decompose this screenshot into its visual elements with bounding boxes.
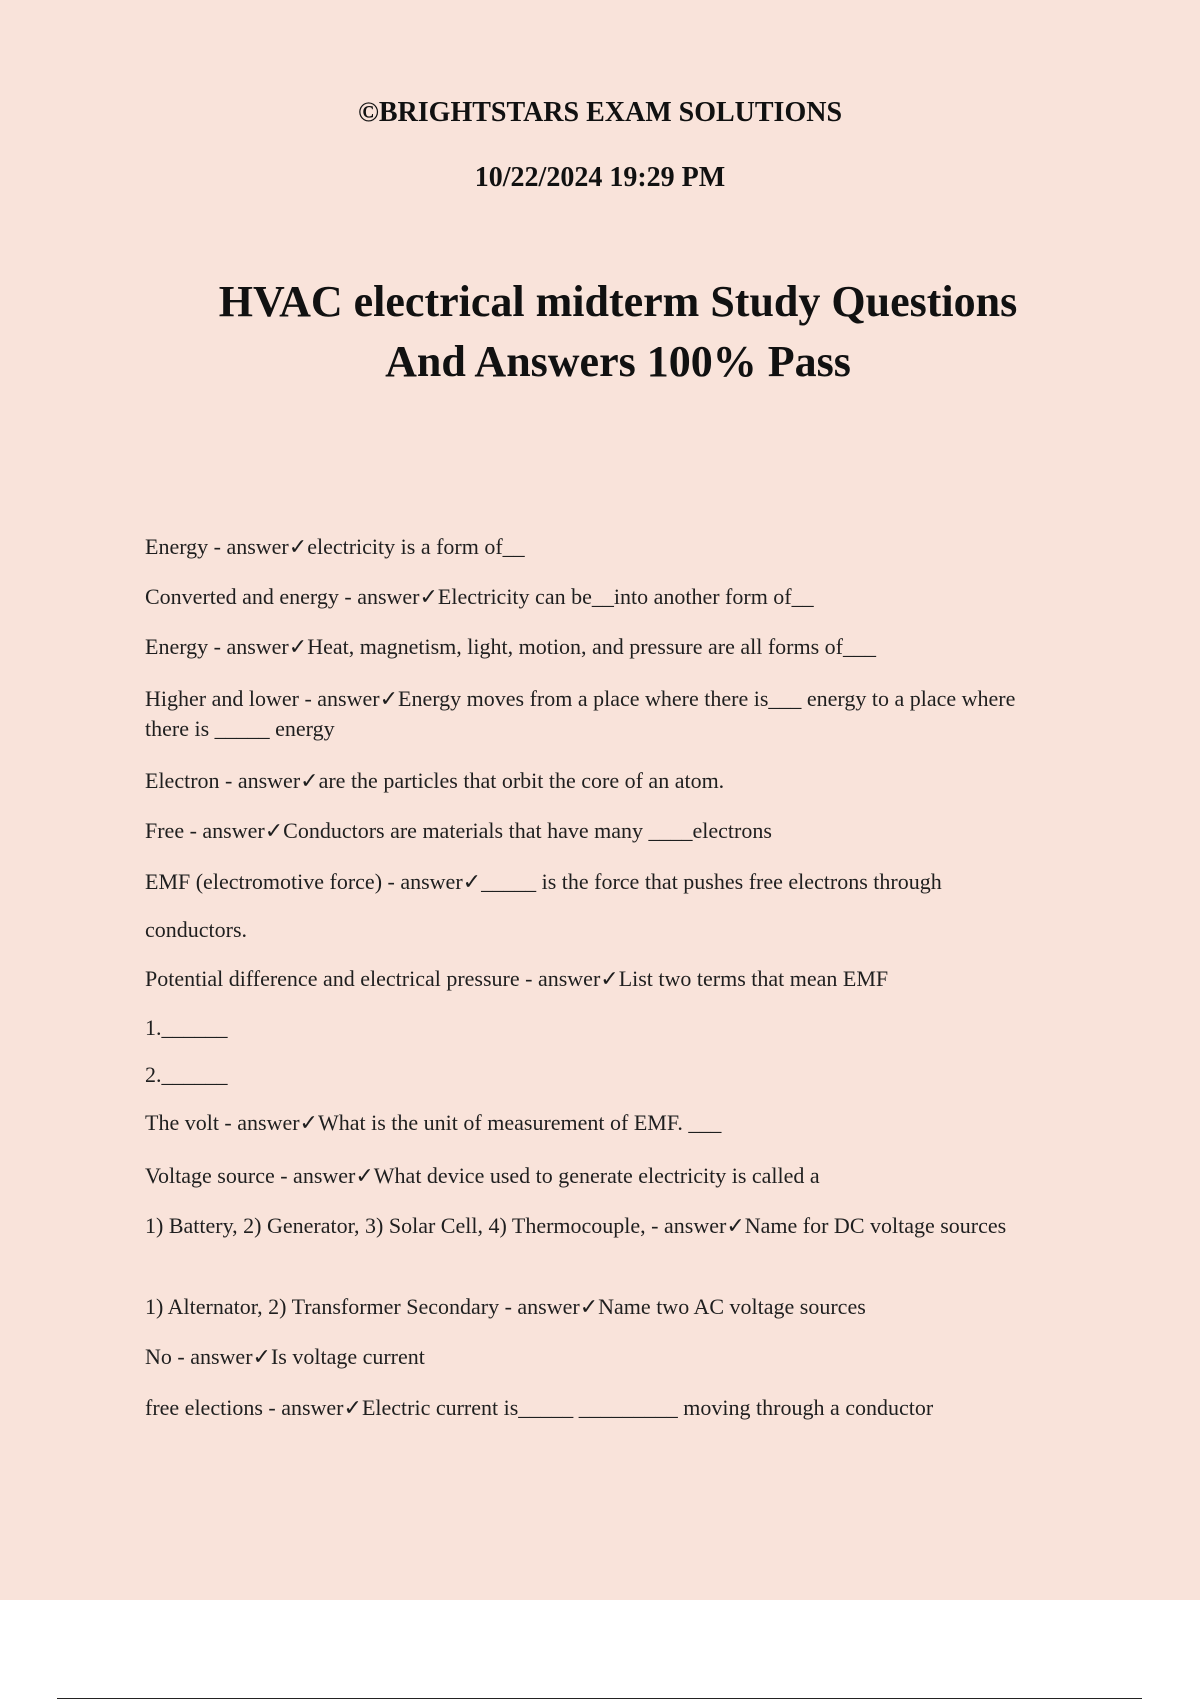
qa-line-7: EMF (electromotive force) - answer✓_____ is the force that pushes free electrons through [145,869,942,894]
qa-line-17: free elections - answer✓Electric current is_____ _________ moving through a conductor [145,1395,934,1420]
qa-line-12: The volt - answer✓What is the unit of measurement of EMF. ___ [145,1110,722,1135]
document-title [100,272,1136,392]
qa-line-5: Electron - answer✓are the particles that orbit the core of an atom. [145,768,725,793]
title-line-1: HVAC electrical midterm Study Questions [218,277,1018,326]
title-line-2: And Answers 100% Pass [385,337,851,386]
qa-line-1: Energy - answer✓electricity is a form of__ [145,534,525,559]
footer-divider [57,1698,1142,1699]
brand-header: ©BRIGHTSTARS EXAM SOLUTIONS [357,97,843,128]
qa-line-9: Potential difference and electrical pressure - answer✓List two terms that mean EMF [145,966,889,991]
qa-line-15: 1) Alternator, 2) Transformer Secondary - answer✓Name two AC voltage sources [145,1294,866,1319]
qa-line-13: Voltage source - answer✓What device used to generate electricity is called a [145,1163,820,1188]
qa-line-16: No - answer✓Is voltage current [145,1344,425,1369]
qa-line-11: 2.______ [145,1062,228,1087]
qa-line-10: 1.______ [145,1015,228,1040]
qa-line-3: Energy - answer✓Heat, magnetism, light, motion, and pressure are all forms of___ [145,634,877,659]
qa-line-2: Converted and energy - answer✓Electricity can be__into another form of__ [145,584,814,609]
qa-line-4: Higher and lower - answer✓Energy moves from a place where there is___ energy to a place where there is _____ energy [145,686,1016,741]
qa-line-6: Free - answer✓Conductors are materials that have many ____electrons [145,818,772,843]
date-header: 10/22/2024 19:29 PM [474,162,726,193]
qa-line-8: conductors. [145,917,248,942]
qa-line-14: 1) Battery, 2) Generator, 3) Solar Cell, 4) Thermocouple, - answer✓Name for DC voltage sources [145,1213,1007,1238]
